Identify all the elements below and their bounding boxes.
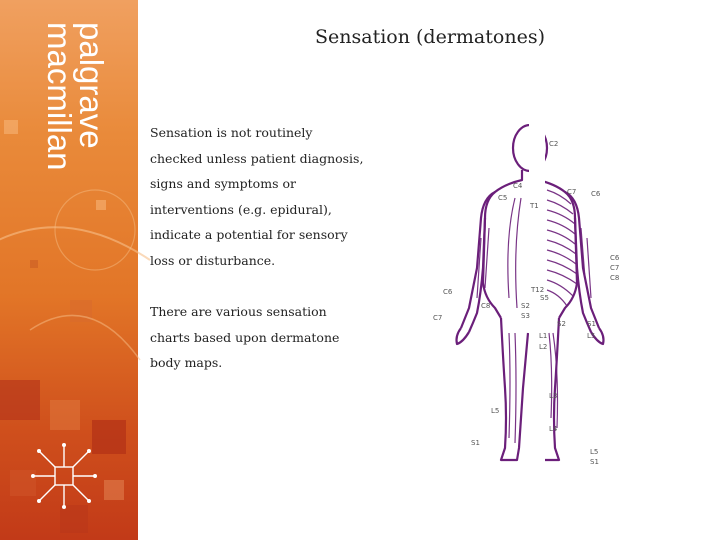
body-paragraph: There are various sensation charts based upon dermatone body maps.	[150, 304, 340, 370]
dermatome-label: S3	[521, 312, 530, 320]
dermatome-label: C5	[498, 194, 508, 202]
dermatome-label: L5	[587, 332, 596, 340]
dermatome-label: C2	[549, 140, 559, 148]
dermatome-label: S2	[521, 302, 530, 310]
dermatome-label: C6	[591, 190, 601, 198]
brand-wordmark	[18, 18, 110, 188]
slide-body	[150, 120, 365, 402]
slide-title: Sensation (dermatones)	[315, 26, 545, 48]
dermatome-label: C8	[610, 274, 620, 282]
dermatome-label: L5	[590, 448, 599, 456]
dermatome-label: S1	[471, 439, 480, 447]
dermatome-label: L3	[549, 392, 558, 400]
dermatome-label: C6	[443, 288, 453, 296]
dermatome-body-map	[425, 118, 625, 473]
brand-logo-icon	[28, 440, 100, 512]
dermatome-label: L5	[491, 407, 500, 415]
dermatome-label: L2	[539, 343, 548, 351]
dermatome-label: L1	[539, 332, 548, 340]
dermatome-label: T1	[530, 202, 539, 210]
dermatome-label: C7	[610, 264, 620, 272]
dermatome-label: C8	[481, 302, 491, 310]
dermatome-labels	[433, 140, 620, 466]
brand-sidebar	[0, 0, 138, 540]
dermatome-label: C7	[433, 314, 443, 322]
dermatome-label: S5	[540, 294, 549, 302]
brand-name-line2: macmillan	[41, 22, 78, 171]
dermatome-label: C4	[513, 182, 523, 190]
dermatome-label: L4	[549, 425, 558, 433]
dermatome-label: S2	[557, 320, 566, 328]
dermatome-label: T12	[531, 286, 545, 294]
dermatome-label: C7	[567, 188, 577, 196]
dermatome-label: S1	[587, 320, 596, 328]
dermatome-label: C6	[610, 254, 620, 262]
brand-name-line1: palgrave	[73, 22, 110, 149]
body-paragraph: Sensation is not routinely checked unless patient diagnosis, signs and symptoms or interventions (e.g. epidural), indicate a potential for sensory loss or disturbance.	[150, 125, 364, 268]
dermatome-label: S1	[590, 458, 599, 466]
